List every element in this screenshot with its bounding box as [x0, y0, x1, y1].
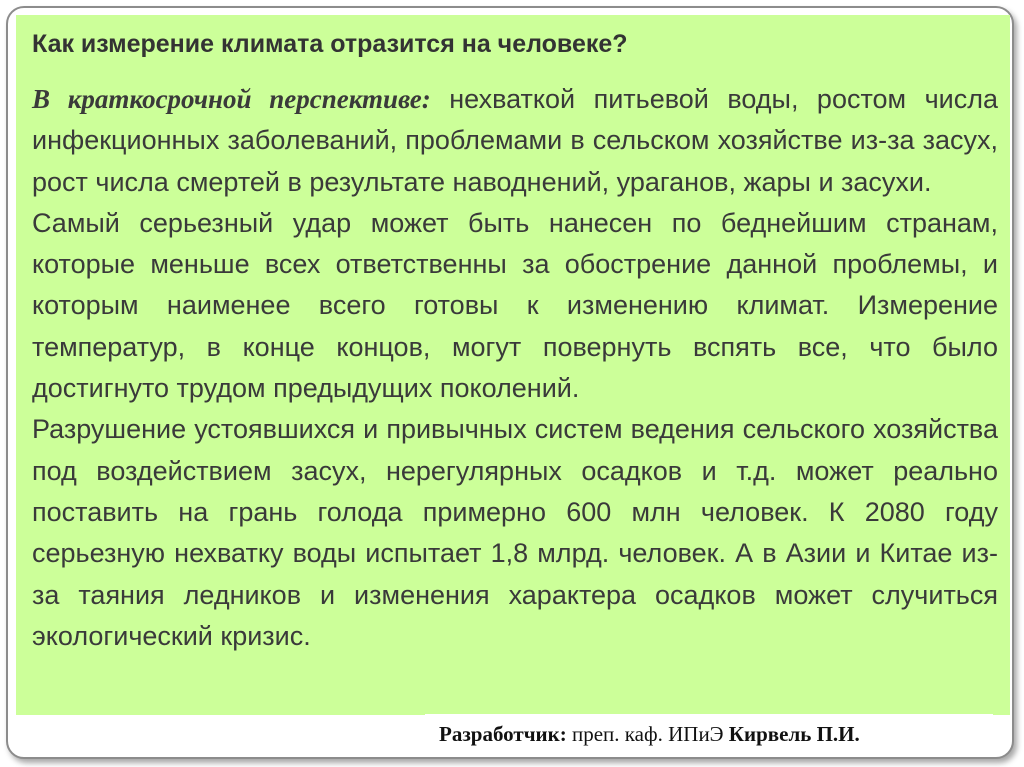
- developer-label: Разработчик:: [439, 722, 567, 746]
- developer-credit: [425, 714, 993, 754]
- developer-name: Кирвель П.И.: [728, 722, 860, 746]
- slide-content: [16, 15, 1010, 715]
- developer-affiliation: преп. каф. ИПиЭ: [566, 722, 729, 746]
- paragraph-lead: В краткосрочной перспективе:: [32, 84, 431, 114]
- paragraph-short-term: [32, 79, 998, 203]
- paragraph-poor-countries: Самый серьезный удар может быть нанесен по беднейшим странам, которые меньше всех ответственны за обострение данной проблемы, и которым наименее всего готовы к изменению климат. Измерение температур, в конце концов, могут повернуть вспять все, что было достигнуто трудом предыдущих поколений.: [32, 207, 998, 404]
- paragraph-short-term-text: нехваткой питьевой воды, ростом числа инфекционных заболеваний, проблемами в сельском хозяйстве из-за засух, рост числа смертей в результате наводнений, ураганов, жары и засухи.: [32, 84, 998, 197]
- slide-heading: Как измерение климата отразится на человеке?: [32, 30, 628, 58]
- paragraph-agriculture: Разрушение устоявшихся и привычных систем ведения сельского хозяйства под воздействием засух, нерегулярных осадков и т.д. может реально поставить на грань голода примерно 600 млн человек. К 2080 году серьезную нехватку воды испытает 1,8 млрд. человек. А в Азии и Китае из-за таяния ледников и изменения характера осадков может случиться экологический кризис.: [32, 414, 998, 651]
